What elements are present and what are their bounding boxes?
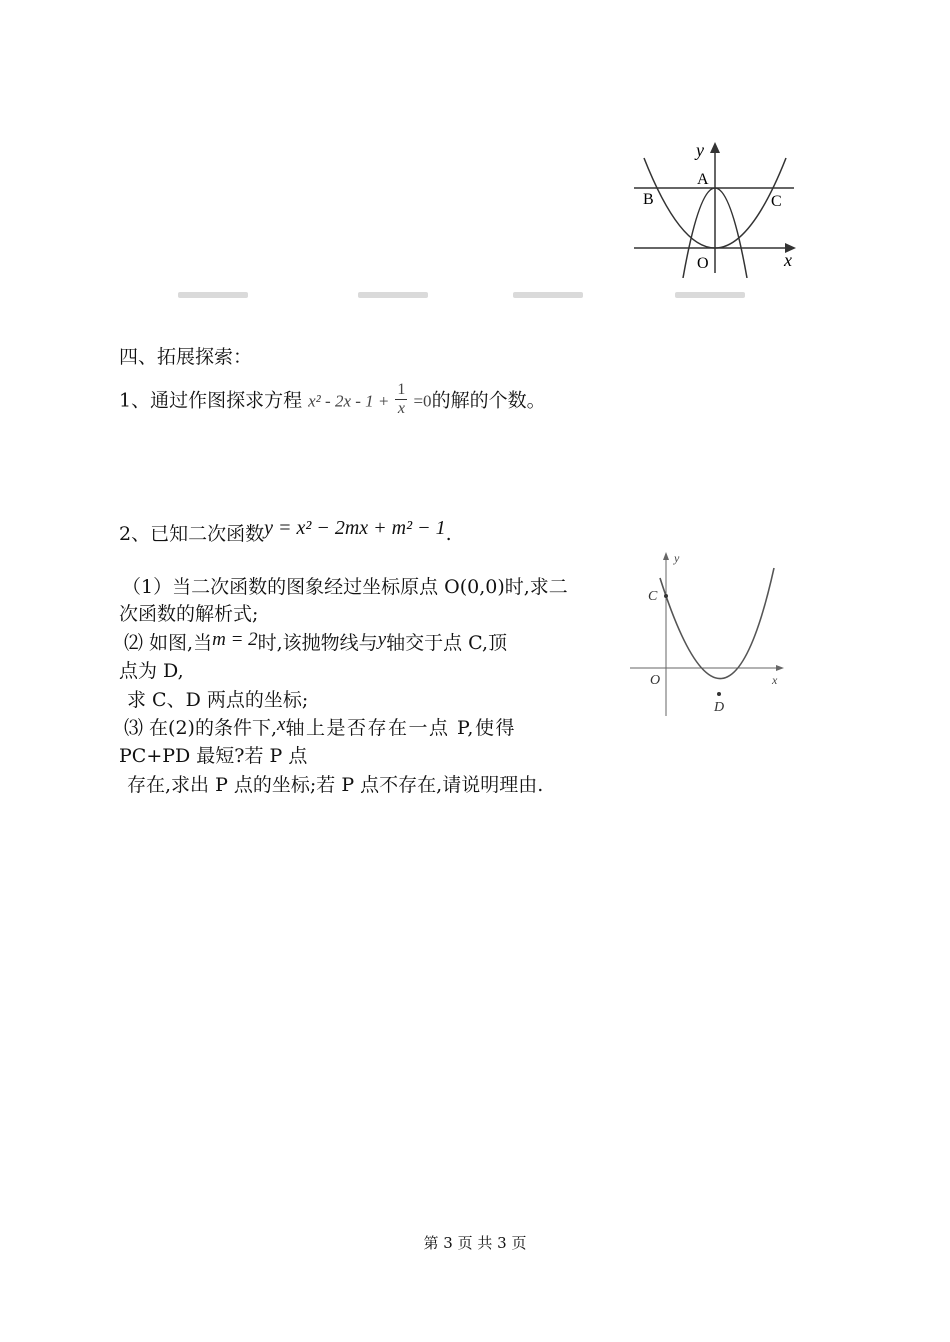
part-2-line-1: [124, 631, 507, 656]
y-axis-label: y: [674, 551, 680, 565]
x-axis-label: x: [772, 673, 778, 687]
parabola-figure-2: [628, 548, 798, 720]
problem-1-equation-right: =0: [413, 391, 432, 411]
problem-1-prefix: 1、通过作图探求方程: [119, 389, 303, 412]
problem-1: [119, 383, 546, 420]
problem-1-fraction: [395, 381, 407, 418]
part-2-text-a: ⑵ 如图,当: [124, 632, 213, 654]
parabola-curve: [660, 568, 774, 679]
point-a-label: A: [697, 171, 709, 188]
problem-2-header: [119, 517, 452, 546]
part-1-line-1: （1）当二次函数的图象经过坐标原点 O(0,0)时,求二: [122, 576, 568, 598]
x-axis-label: x: [784, 250, 792, 270]
x-axis-arrow: [776, 665, 784, 671]
part-3-line-3: 存在,求出 P 点的坐标;若 P 点不存在,请说明理由.: [127, 774, 544, 796]
section-title: 四、拓展探索：: [119, 346, 253, 368]
origin-label: O: [697, 255, 709, 272]
page-footer: 第 3 页 共 3 页: [423, 1234, 527, 1252]
part-1-line-2: 次函数的解析式;: [119, 603, 259, 625]
problem-1-equation-left: x² - 2x - 1 +: [308, 391, 390, 411]
part-3-x-symbol: x: [277, 714, 286, 735]
point-d-label: D: [714, 700, 725, 715]
part-2-line-2: 点为 D,: [119, 660, 184, 682]
y-axis-arrow: [710, 142, 720, 153]
problem-1-suffix: 的解的个数。: [431, 389, 546, 412]
part-3-line-2: PC+PD 最短?若 P 点: [119, 745, 308, 767]
point-b-label: B: [643, 191, 654, 208]
problem-2-equation-end: .: [445, 523, 452, 545]
part-3-text-a: ⑶ 在(2)的条件下,: [124, 717, 277, 739]
fraction-denominator: x: [397, 400, 405, 417]
part-2-line-3: 求 C、D 两点的坐标;: [127, 689, 309, 711]
point-c-dot: [664, 594, 668, 598]
part-3-text-b: 轴上是否存在一点 P,使得: [285, 717, 516, 739]
fraction-numerator: 1: [397, 381, 406, 398]
part-2-text-c: 轴交于点 C,顶: [386, 632, 508, 654]
point-d-dot: [717, 692, 721, 696]
parabola-figure-1: [628, 138, 808, 278]
problem-2-prefix: 2、已知二次函数: [119, 523, 265, 545]
point-c-label: C: [648, 589, 658, 604]
cropped-text-artifacts: [178, 292, 758, 300]
part-2-text-b: 时,该抛物线与: [257, 632, 378, 654]
y-axis-arrow: [663, 552, 669, 560]
origin-label: O: [650, 673, 661, 688]
point-c-label: C: [771, 193, 782, 210]
part-3-line-1: [124, 716, 516, 741]
y-axis-label: y: [696, 140, 704, 160]
problem-2-equation: y = x² − 2mx + m² − 1: [264, 517, 446, 539]
part-2-y-symbol: y: [377, 629, 387, 650]
part-2-m-value: m = 2: [212, 629, 258, 650]
